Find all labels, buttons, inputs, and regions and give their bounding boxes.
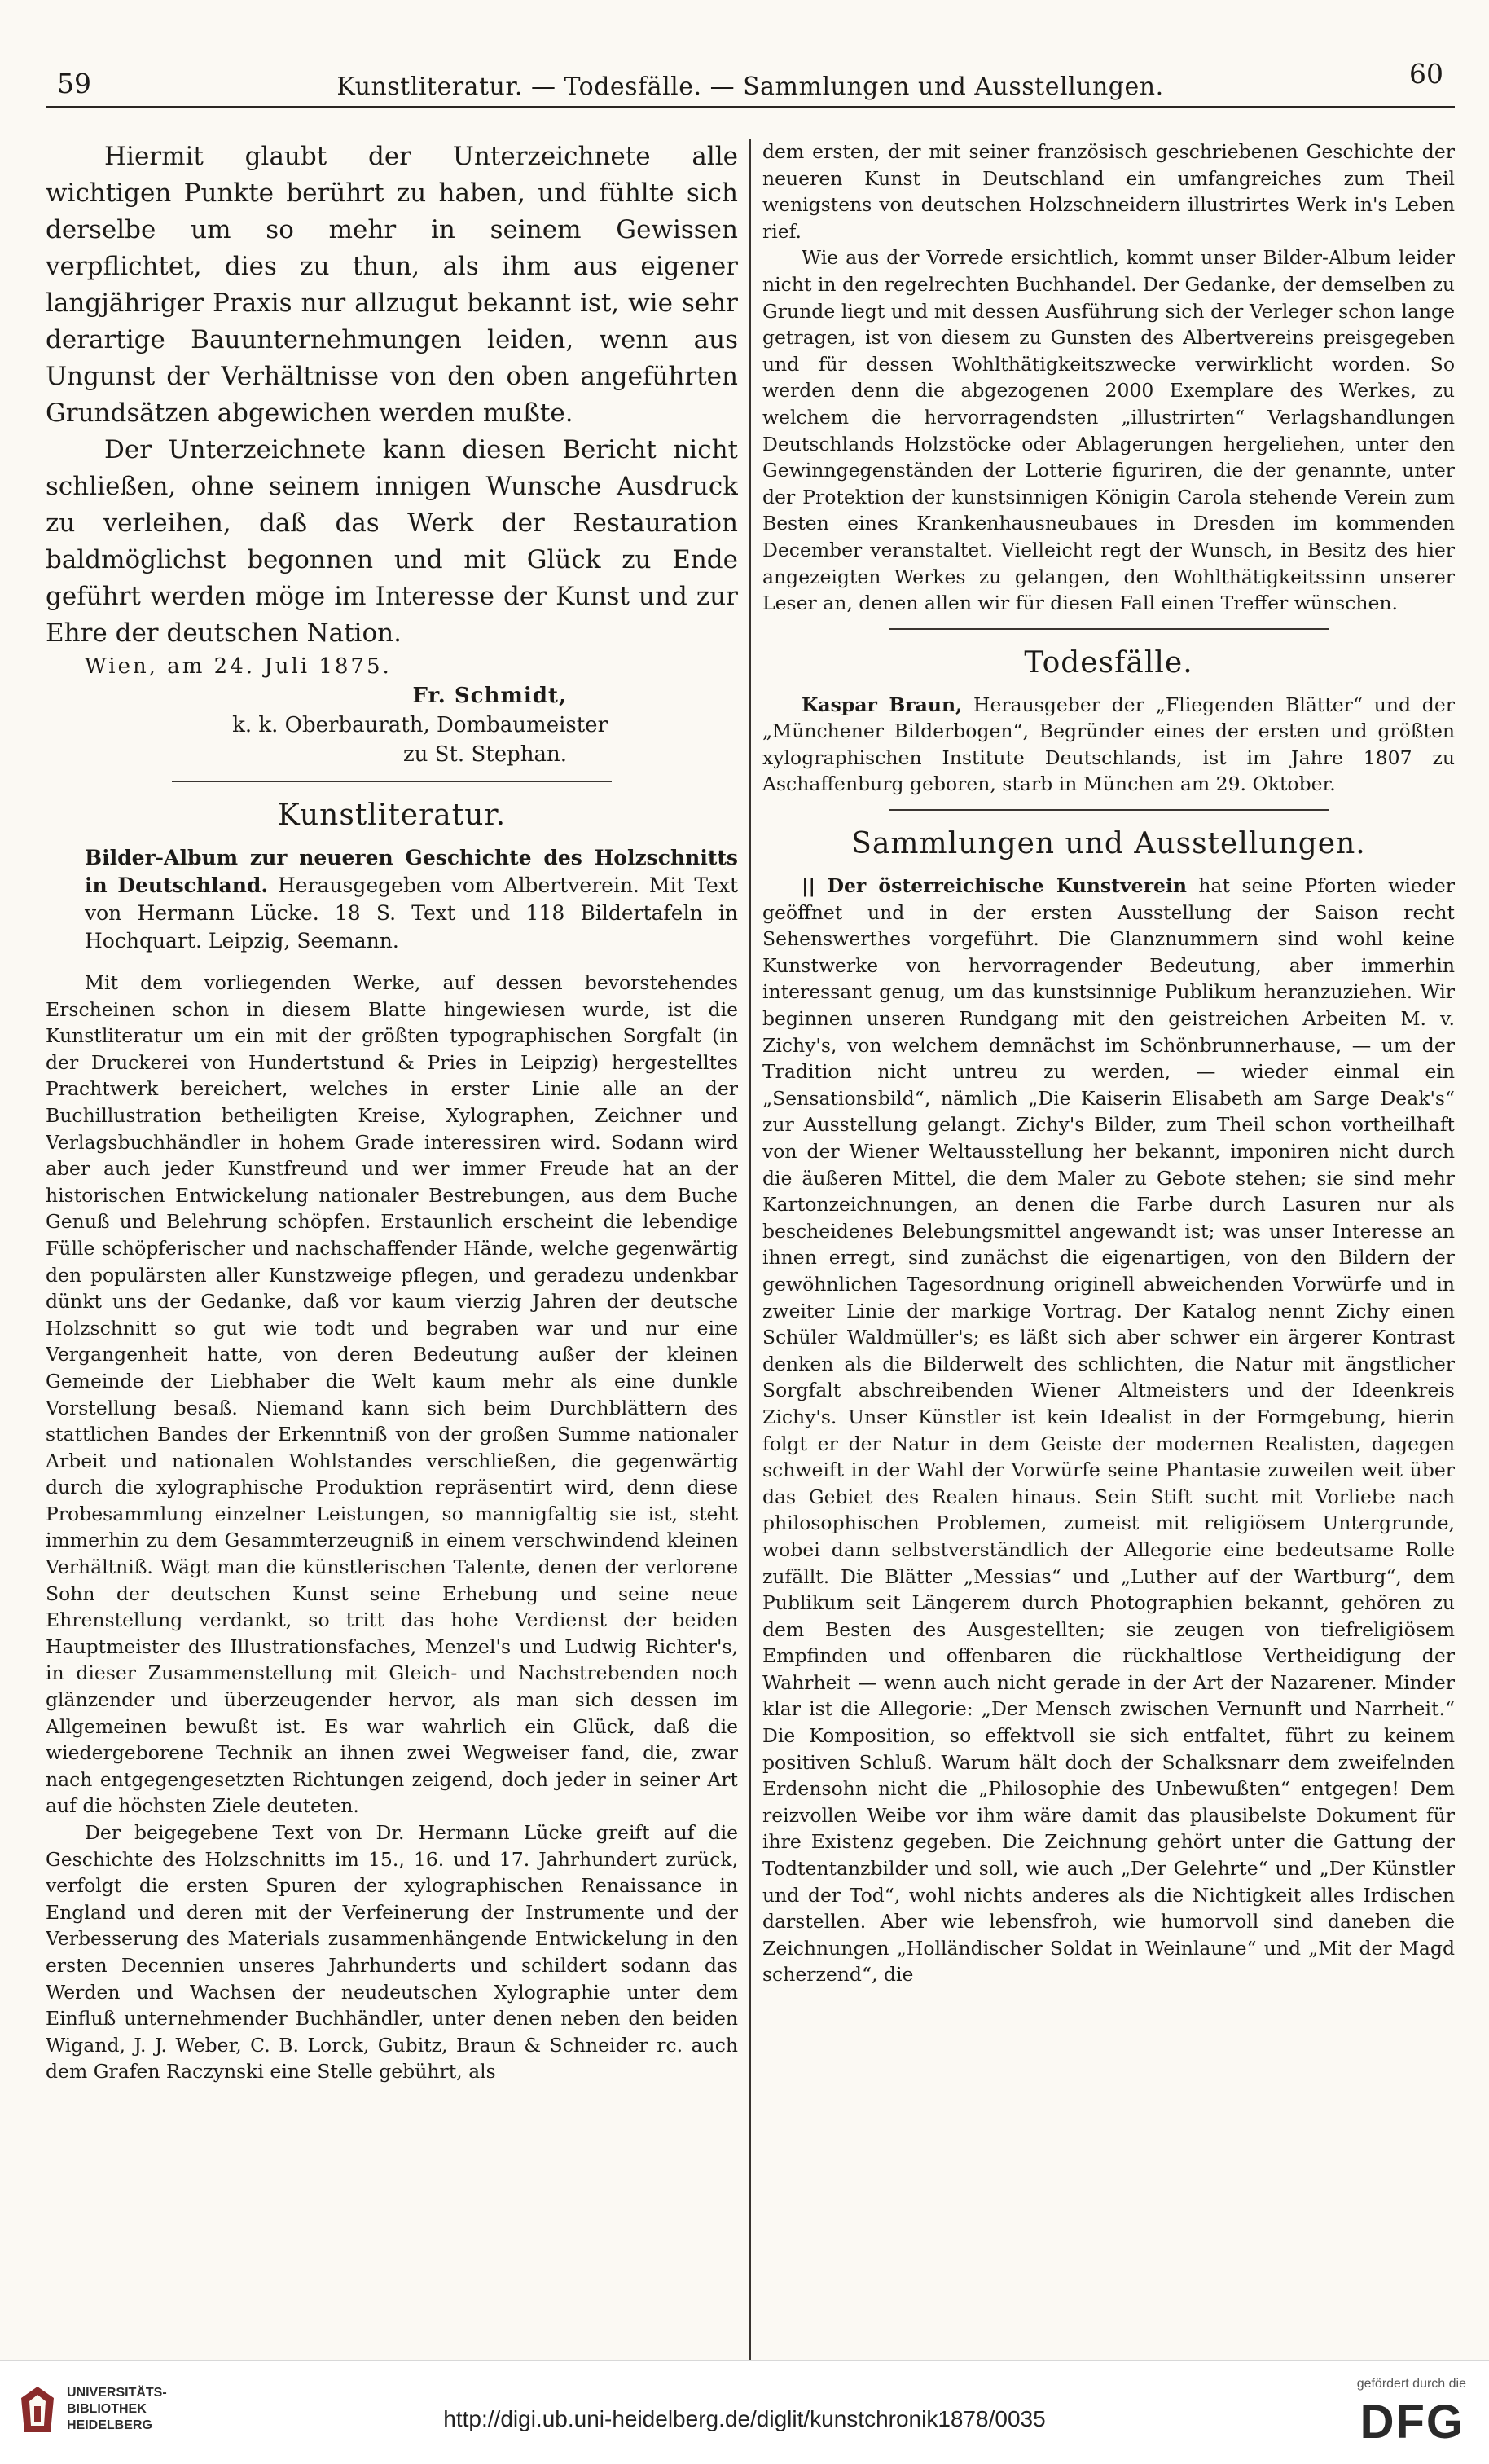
- collection-report: [762, 873, 1455, 1988]
- section-divider: [889, 809, 1329, 811]
- section-heading-sammlungen: Sammlungen und Ausstellungen.: [851, 827, 1366, 861]
- running-title: Kunstliteratur. — Todesfälle. — Sammlungen und Ausstellungen.: [336, 73, 1164, 101]
- note-mark: ||: [802, 874, 816, 898]
- column-rule: [749, 139, 751, 2379]
- text-columns: [46, 139, 1455, 2379]
- paragraph: Der beigegebene Text von Dr. Hermann Lücke greift auf die Geschichte des Holzschnitts im 15., 16. und 17. Jahrhundert zurück, verfolgt die ersten Spuren der xylographischen Renaissance in England und deren mit der Verfeinerung der Instrumente und der Verbesserung des Materials zusammenhängende Entwickelung in den ersten Decennien unseres Jahrhunderts und schildert sodann das Werden und Wachsen der neudeutschen Xylographie unter dem Einfluß unternehmender Buchhändler, unter denen neben den beiden Wigand, J. J. Weber, C. B. Lorck, Gubitz, Braun & Schneider rc. auch dem Grafen Raczynski eine Stelle gebührt, als: [46, 1821, 738, 2083]
- page: [46, 49, 1455, 2083]
- right-column: [762, 139, 1455, 2379]
- left-column: [46, 139, 738, 2379]
- page-number-right: 60: [1409, 58, 1443, 90]
- collection-text: hat seine Pforten wieder geöffnet und in der ersten Ausstellung der Saison recht Sehenswerthes vorgeführt. Die Glanznummern sind wohl keine Kunstwerke von hervorragender Bedeutung, aber immerhin interessant genug, um das kunstsinnige Publikum heranzuziehen. Wir beginnen unseren Rundgang mit den geistreichen Arbeiten M. v. Zichy's, von welchem demnächst im Schönbrunnerhause, — um der Tradition nicht untreu zu werden, — wieder einmal ein „Sensationsbild“, nämlich „Die Kaiserin Elisabeth am Sarge Deak's“ zur Ausstellung gelangt. Zichy's Bilder, zum Theil schon vortheilhaft von der Wiener Weltausstellung her bekannt, imponiren nicht durch die äußeren Mittel, die dem Maler zu Gebote stehen; sie sind mehr Kartonzeichnungen, an denen die Farbe durch Lasuren nur als bescheidenes Belebungsmittel angewandt ist; was unser Interesse an ihnen erregt, sind zunächst die eigenartigen, von den Bildern der gewöhnlichen Tagesordnung originell abweichenden Vorwürfe und in zweiter Linie der markige Vortrag. Der Katalog nennt Zichy einen Schüler Waldmüller's; es läßt sich aber schwer ein ärgerer Kontrast denken als die Bilderwelt des schlichten, die Natur mit ängstlicher Sorgfalt abschreibenden Wiener Altmeisters und der Ideenkreis Zichy's. Unser Künstler ist kein Idealist in der Formgebung, hierin folgt er der Natur in dem Geiste der modernen Realisten, dagegen schweift in der Wahl der Vorwürfe seine Phantasie zuweilen weit über das Gebiet des Realen hinaus. Sein Stift sucht mit Vorliebe nach philosophischen Problemen, zumeist mit religiösem Untergrunde, wobei dann selbstverständlich der Allegorie eine bedeutsame Rolle zufällt. Die Blätter „Messias“ und „Luther auf der Wartburg“, dem Publikum seit Längerem durch Photographien bekannt, gehören zu dem Besten des Ausgestellten; sie zeugen von tiefreligiösem Empfinden und offenbaren die rückhaltlose Vertheidigung der Wahrheit — wenn auch nicht gerade in der Art der Nazarener. Minder klar ist die Allegorie: „Der Mensch zwischen Vernunft und Narrheit.“ Die Komposition, so effektvoll sie sich entfaltet, führt zu keinem positiven Schluß. Warum hält doch der Schalksnarr dem zweifelnden Erdensohn nicht die „Philosophie des Unbewußten“ entgegen! Dem reizvollen Weibe vor ihm wäre damit das plausibelste Dokument für ihre Existenz gegeben. Die Zeichnung gehört unter die Gattung der Todtentanzbilder und soll, wie auch „Der Gelehrte“ und „Der Künstler und der Tod“, wohl nichts anderes als die Nichtigkeit alles Irdischen darstellen. Aber wie lebensfroh, wie humorvoll sind daneben die Zeichnungen „Holländischer Soldat in Weinlaune“ und „Mit der Magd scherzend“, die: [762, 874, 1455, 1987]
- book-title: Bilder-Album zur neueren Geschichte des Holzschnitts in Deutschland.: [85, 846, 738, 897]
- section-heading-kunstliteratur: Kunstliteratur.: [277, 799, 507, 832]
- footer-bar: [0, 2360, 1489, 2464]
- paragraph: Der Unterzeichnete kann diesen Bericht nicht schließen, ohne seinem innigen Wunsche Ausdruck zu verleihen, daß das Werk der Restauration baldmöglichst begonnen und mit Glück zu Ende geführt werden möge im Interesse der Kunst und zur Ehre der deutschen Nation.: [46, 435, 738, 648]
- obituary-entry: [762, 692, 1455, 798]
- section-heading-todesfaelle: Todesfälle.: [1024, 645, 1193, 680]
- book-entry: [46, 844, 738, 955]
- paragraph: Hiermit glaubt der Unterzeichnete alle wichtigen Punkte berührt zu haben, und fühlte sich derselbe um so mehr in seinem Gewissen verpflichtet, dies zu thun, als ihm aus eigener langjähriger Praxis nur allzugut bekannt ist, wie sehr derartige Bauunternehmungen leiden, wenn aus Ungunst der Verhältnisse von den oben angeführten Grundsätzen abgewichen werden mußte.: [46, 142, 738, 428]
- running-head: [46, 49, 1455, 108]
- signature-name: Fr. Schmidt,: [412, 684, 567, 708]
- paragraph: dem ersten, der mit seiner französisch geschriebenen Geschichte der neueren Kunst in Deutschland ein umfangreiches zum Theil wenigstens von deutschen Holzschneidern illustrirtes Werk in's Leben rief.: [762, 140, 1455, 243]
- library-name: UNIVERSITÄTS- BIBLIOTHEK HEIDELBERG: [67, 2386, 167, 2432]
- funding-caption: gefördert durch die: [1356, 2377, 1466, 2391]
- section-divider: [172, 781, 612, 782]
- place-date: Wien, am 24. Juli 1875.: [85, 654, 392, 679]
- signature-title: k. k. Oberbaurath, Dombaumeister: [232, 713, 608, 737]
- obituary-text: Herausgeber der „Fliegenden Blätter“ und der „Münchener Bilderbogen“, Begründer eines der ersten und größten xylographischen Institute Deutschlands, ist im Jahre 1807 zu Aschaffenburg geboren, starb in München am 29. Oktober.: [762, 693, 1455, 796]
- dfg-logo: DFG: [1359, 2396, 1465, 2449]
- section-divider: [889, 628, 1329, 630]
- obituary-name: Kaspar Braun,: [802, 693, 963, 716]
- paragraph: Wie aus der Vorrede ersichtlich, kommt unser Bilder-Album leider nicht in den regelrechten Buchhandel. Der Gedanke, der demselben zu Grunde liegt und mit dessen Ausführung sich der Verleger schon lange getragen, ist von diesem zu Gunsten des Albertvereins preisgegeben und für dessen Wohlthätigkeitszwecke verwirklicht worden. So werden denn die abgezogenen 2000 Exemplare des Werkes, zu welchem die hervorragendsten „illustrirten“ Verlagshandlungen Deutschlands Holzstöcke oder Ablagerungen hergeliehen, unter den Gewinngegenständen der Lotterie figuriren, die der genannte, unter der Protektion der kunstsinnigen Königin Carola stehende Verein zum Besten eines Krankenhausneubaues in Dresden im kommenden December veranstaltet. Vielleicht regt der Wunsch, in Besitz des hier angezeigten Werkes zu gelangen, den Wohlthätigkeitssinn unserer Leser an, denen allen wir für diesen Fall einen Treffer wünschen.: [762, 246, 1455, 615]
- paragraph: Mit dem vorliegenden Werke, auf dessen bevorstehendes Erscheinen schon in diesem Blatte hingewiesen wurde, ist die Kunstliteratur um ein mit der größten typographischen Sorgfalt (in der Druckerei von Hundertstund & Pries in Leipzig) hergestelltes Prachtwerk bereichert, welches in erster Linie alle an der Buchillustration betheiligten Kreise, Xylographen, Zeichner und Verlagsbuchhändler in hohem Grade interessiren wird. Sodann wird aber auch jeder Kunstfreund und wer immer Freude hat an der historischen Entwickelung nationaler Bestrebungen, aus dem Buche Genuß und Belehrung schöpfen. Erstaunlich erscheint die lebendige Fülle schöpferischer und nachschaffender Hände, welche gegenwärtig den populärsten aller Kunstzweige pflegen, und geradezu undenkbar dünkt uns der Gedanke, daß vor kaum vierzig Jahren der deutsche Holzschnitt so gut wie todt und begraben war und nur eine Vergangenheit hatte, von deren Bedeutung außer der kleinen Gemeinde der Liebhaber die Welt kaum mehr als eine dunkle Vorstellung besaß. Niemand kann sich beim Durchblättern des stattlichen Bandes der Erkenntniß von der großen Summe nationaler Arbeit und nationalen Wohlstandes verschließen, die gegenwärtig durch die xylographische Produktion repräsentirt wird, denn diese Probesammlung einzelner Leistungen, so mannigfaltig sie ist, steht immerhin zu dem Gesammterzeugniß in einem verschwindend kleinen Verhältniß. Wägt man die künstlerischen Talente, denen der verlorene Sohn der deutschen Kunst seine Erhebung und seine neue Ehrenstellung verdankt, so tritt das hohe Verdienst der beiden Hauptmeister des Illustrationsfaches, Menzel's und Ludwig Richter's, in dieser Zusammenstellung mit Gleich- und Nachstrebenden noch glänzender und überzeugender hervor, als man sich dessen im Allgemeinen bewußt ist. Es war wahrlich ein Glück, daß die wiedergeborene Technik an ihnen zwei Wegweiser fand, die, zwar nach entgegengesetzten Richtungen zeigend, doch jeder in seiner Art auf die höchsten Ziele deuteten.: [46, 971, 738, 1818]
- signature-location: zu St. Stephan.: [402, 742, 567, 767]
- collection-lead: Der österreichische Kunstverein: [827, 874, 1187, 898]
- book-details: Herausgegeben vom Albertverein. Mit Text von Hermann Lücke. 18 S. Text und 118 Bildertafeln in Hochquart. Leipzig, Seemann.: [85, 873, 738, 953]
- source-url-link[interactable]: http://digi.ub.uni-heidelberg.de/diglit/kunstchronik1878/0035: [443, 2406, 1046, 2431]
- page-number-left: 59: [57, 68, 91, 99]
